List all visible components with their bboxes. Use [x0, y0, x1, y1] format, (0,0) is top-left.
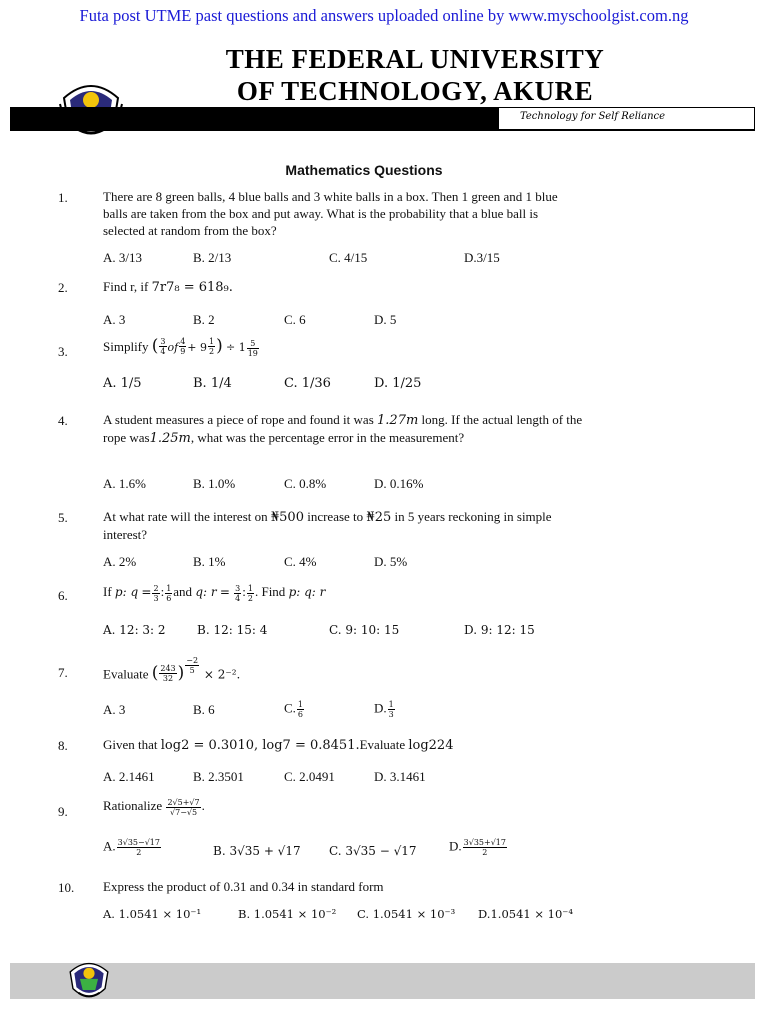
- q3-expression: ( $\frac{3}{4}$ of $\frac{4}{9}$ + 9 $\frac{1}{2}$ ): [151, 336, 223, 356]
- q1-option-a: A. 3/13: [103, 250, 142, 265]
- page-heading: Mathematics Questions: [285, 162, 443, 178]
- q8-option-d: D. 3.1461: [374, 769, 426, 784]
- q9-option-b: B. 3√35 + √17: [213, 844, 301, 858]
- question-8-number: 8.: [58, 738, 68, 753]
- question-7-number: 7.: [58, 665, 68, 680]
- q3-option-b: B. 1/4: [193, 376, 232, 391]
- question-1-text: There are 8 green balls, 4 blue balls and 3 white balls in a box. Then 1 green and 1 blue balls are taken from the box and put away. What is the probability that a blue ball is selected at random from the box?: [103, 189, 558, 238]
- q10-option-b: B. 1.0541 × 10⁻²: [238, 907, 337, 921]
- q5-value-b: ₦25: [366, 510, 392, 525]
- question-2-text: [103, 278, 583, 296]
- q7-option-a: A. 3: [103, 702, 126, 717]
- q8-target: log224: [408, 738, 454, 753]
- q8-post: Evaluate: [359, 737, 406, 752]
- q4-text-b: long. If the actual length of the rope was: [103, 412, 583, 445]
- q1-option-b: B. 2/13: [193, 250, 232, 265]
- source-link-text[interactable]: Futa post UTME past questions and answers uploaded online by www.myschoolgist.com.ng: [79, 6, 689, 25]
- q6-option-d: D. 9: 12: 15: [464, 623, 535, 637]
- q6-prefix: If: [103, 584, 112, 599]
- q2-option-c: C. 6: [284, 312, 306, 327]
- question-2-number: 2.: [58, 280, 68, 295]
- q8-given-values: log2 = 0.3010, log7 = 0.8451.: [160, 738, 360, 753]
- q10-option-a: A. 1.0541 × 10⁻¹: [103, 907, 202, 921]
- question-10-text: Express the product of 0.31 and 0.34 in standard form: [103, 879, 384, 894]
- q6-target-ratio: p: q: r: [288, 585, 326, 599]
- question-6-text: If p: q = $\frac{2}{3}$ : $\frac{1}{6}$ and q: r = $\frac{3}{4}$ : $\frac{1}{2}$ . Find p: q: r: [103, 583, 326, 603]
- university-title-line1: THE FEDERAL UNIVERSITY: [225, 44, 605, 74]
- q5-value-a: ₦500: [270, 510, 304, 525]
- question-4-number: 4.: [58, 413, 68, 428]
- q6-option-c: C. 9: 10: 15: [329, 623, 400, 637]
- q6-option-b: B. 12: 15: 4: [197, 623, 268, 637]
- q2-option-d: D. 5: [374, 312, 397, 327]
- q7-option-d: D. $\frac{1}{3}$: [374, 700, 394, 719]
- q7-option-b: B. 6: [193, 702, 215, 717]
- question-7-text: Evaluate ( $\frac{243}{32}$ ) $^{\frac{-2}{5}}$ × 2⁻².: [103, 656, 241, 684]
- q9-option-d-label: D.: [449, 838, 462, 854]
- q2-prefix: Find r, if: [103, 279, 152, 294]
- question-3-number: 3.: [58, 344, 68, 359]
- q7-prefix: Evaluate: [103, 666, 149, 682]
- q3-option-a: A. 1/5: [103, 376, 142, 391]
- question-6-number: 6.: [58, 588, 68, 603]
- motto-text: Technology for Self Reliance: [520, 111, 666, 122]
- q6-post: . Find: [254, 584, 286, 599]
- q9-option-d: D. $\frac{3√35+√17}{2}$: [449, 838, 506, 857]
- q4-text-c: , what was the percentage error in the measurement?: [190, 430, 465, 445]
- q9-expression: $\frac{2√5+√7}{√7-√5}$: [167, 797, 200, 817]
- q9-option-a: A. $\frac{3√35-√17}{2}$: [103, 838, 160, 857]
- question-8-text: [103, 736, 583, 754]
- q5-option-d: D. 5%: [374, 554, 408, 569]
- question-9-text: Rationalize $\frac{2√5+√7}{√7-√5}$ .: [103, 797, 205, 817]
- q8-option-b: B. 2.3501: [193, 769, 244, 784]
- q1-option-c: C. 4/15: [329, 250, 368, 265]
- question-4-text: [103, 411, 583, 447]
- q4-text-a: A student measures a piece of rope and found it was: [103, 412, 374, 427]
- q7-option-c-label: C.: [284, 700, 296, 716]
- question-1-number: 1.: [58, 190, 68, 205]
- q8-option-a: A. 2.1461: [103, 769, 155, 784]
- q5-option-b: B. 1%: [193, 554, 226, 569]
- q9-option-a-label: A.: [103, 838, 116, 854]
- q4-value-b: 1.25m: [149, 431, 191, 446]
- question-10-number: 10.: [58, 880, 75, 895]
- q4-option-d: D. 0.16%: [374, 476, 424, 491]
- q5-text-c: in 5 years reckoning in simple interest?: [103, 509, 552, 542]
- q5-text-a: At what rate will the interest on: [103, 509, 268, 524]
- question-5-text: [103, 508, 583, 543]
- q5-option-c: C. 4%: [284, 554, 317, 569]
- q3-option-c: C. 1/36: [284, 376, 331, 391]
- q9-option-c: C. 3√35 − √17: [329, 844, 417, 858]
- q8-option-c: C. 2.0491: [284, 769, 335, 784]
- question-9-number: 9.: [58, 804, 68, 819]
- q9-prefix: Rationalize: [103, 798, 163, 813]
- q7-option-c: C. $\frac{1}{6}$: [284, 700, 304, 719]
- q6-mid: and: [173, 584, 193, 599]
- question-5-number: 5.: [58, 510, 68, 525]
- q5-text-b: increase to: [307, 509, 364, 524]
- q7-expression: ( $\frac{243}{32}$ ): [151, 663, 185, 684]
- q6-option-a: A. 12: 3: 2: [103, 623, 166, 637]
- q10-option-d: D.1.0541 × 10⁻⁴: [478, 907, 573, 921]
- q10-option-c: C. 1.0541 × 10⁻³: [357, 907, 456, 921]
- q4-option-c: C. 0.8%: [284, 476, 327, 491]
- q2-option-a: A. 3: [103, 312, 126, 327]
- footer-logo: [64, 958, 114, 1004]
- footer-band: [10, 963, 755, 999]
- q5-option-a: A. 2%: [103, 554, 137, 569]
- q3-prefix: Simplify: [103, 339, 149, 354]
- q4-option-a: A. 1.6%: [103, 476, 146, 491]
- q7-option-d-label: D.: [374, 700, 387, 716]
- q4-value-a: 1.27m: [377, 413, 419, 428]
- q1-option-d: D.3/15: [464, 250, 500, 265]
- q3-option-d: D. 1/25: [374, 376, 422, 391]
- q8-prefix: Given that: [103, 737, 158, 752]
- q2-equation: 7r7₈ = 618₉.: [151, 280, 233, 295]
- q4-option-b: B. 1.0%: [193, 476, 236, 491]
- university-title-line2: OF TECHNOLOGY, AKURE: [236, 76, 594, 106]
- q2-option-b: B. 2: [193, 312, 215, 327]
- question-3-text: Simplify ( $\frac{3}{4}$ of $\frac{4}{9}$ + 9 $\frac{1}{2}$ ) ÷ 1 $\frac{5}{19}$: [103, 336, 258, 358]
